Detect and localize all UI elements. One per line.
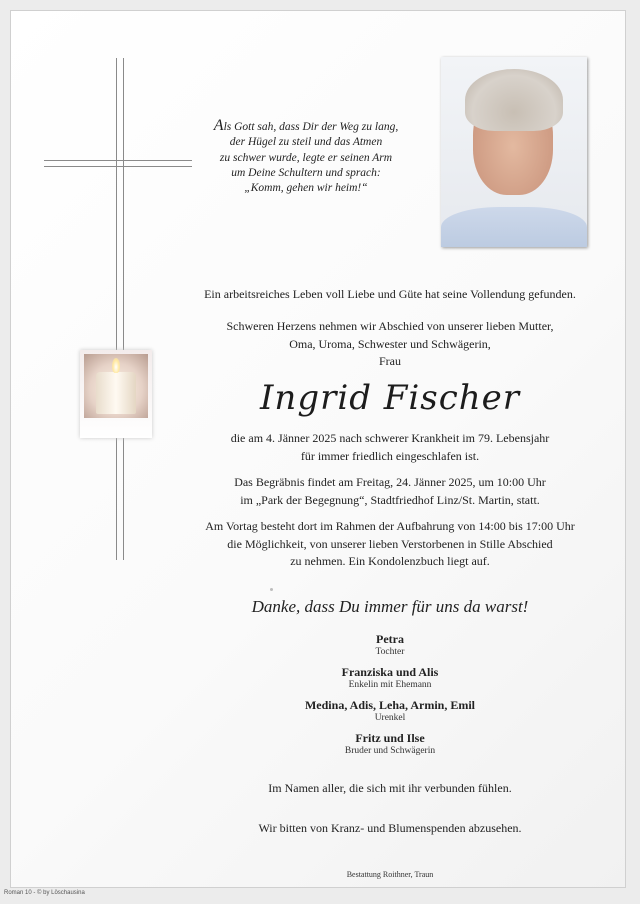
poem-line: „Komm, gehen wir heim!“ bbox=[244, 182, 368, 195]
poem-line: zu schwer wurde, legte er seinen Arm bbox=[219, 151, 393, 164]
poem-line: um Deine Schultern und sprach: bbox=[231, 166, 381, 179]
funeral-line: Das Begräbnis findet am Freitag, 24. Jänner 2025, um 10:00 Uhr bbox=[234, 475, 546, 489]
funeral-line: im „Park der Begegnung“, Stadtfriedhof Linz/St. Martin, statt. bbox=[240, 492, 540, 507]
death-line: die am 4. Jänner 2025 nach schwerer Krankheit im 79. Lebensjahr bbox=[230, 431, 550, 445]
candle-icon bbox=[96, 372, 136, 414]
deceased-name: Ingrid Fischer bbox=[259, 378, 521, 418]
decorative-dot bbox=[270, 588, 273, 591]
death-line: für immer friedlich eingeschlafen ist. bbox=[300, 448, 480, 463]
viewing-line: zu nehmen. Ein Kondolenzbuch liegt auf. bbox=[290, 554, 490, 568]
template-footer-mark: Roman 10 - © by Löschausina bbox=[4, 890, 85, 896]
candle-image bbox=[80, 350, 152, 438]
cross-crossbar bbox=[44, 160, 192, 167]
farewell-text bbox=[150, 318, 630, 371]
family-member-role: Bruder und Schwägerin bbox=[344, 746, 436, 756]
family-member-name: Petra bbox=[376, 632, 404, 646]
family-list bbox=[150, 632, 630, 756]
poem bbox=[192, 118, 420, 196]
farewell-line: Schweren Herzens nehmen wir Abschied von unserer lieben Mutter, bbox=[226, 319, 554, 333]
family-member-name: Franziska und Alis bbox=[341, 665, 439, 679]
intro-text: Ein arbeitsreiches Leben voll Liebe und Güte hat seine Vollendung gefunden. bbox=[204, 287, 576, 301]
family-entry bbox=[150, 698, 630, 723]
portrait-hair bbox=[465, 69, 563, 131]
family-member-name: Medina, Adis, Leha, Armin, Emil bbox=[304, 698, 476, 712]
no-flowers-text: Wir bitten von Kranz- und Blumenspenden abzusehen. bbox=[258, 821, 522, 835]
cross-icon bbox=[116, 58, 124, 560]
family-entry bbox=[150, 731, 630, 756]
family-entry bbox=[150, 632, 630, 657]
poem-line: ls Gott sah, dass Dir der Weg zu lang, bbox=[223, 121, 399, 133]
portrait-photo bbox=[441, 57, 587, 247]
death-notice bbox=[150, 430, 630, 465]
viewing-line: die Möglichkeit, von unserer lieben Verstorbenen in Stille Abschied bbox=[227, 536, 553, 551]
family-entry bbox=[150, 665, 630, 690]
family-member-role: Urenkel bbox=[374, 713, 406, 723]
undertaker-text: Bestattung Roithner, Traun bbox=[346, 870, 434, 879]
poem-initial: A bbox=[213, 117, 224, 134]
viewing-line: Am Vortag besteht dort im Rahmen der Aufbahrung von 14:00 bis 17:00 Uhr bbox=[205, 519, 575, 533]
viewing-notice bbox=[150, 518, 630, 571]
flame-icon bbox=[112, 358, 120, 373]
family-member-role: Tochter bbox=[375, 647, 405, 657]
family-member-role: Enkelin mit Ehemann bbox=[348, 680, 432, 690]
farewell-line: Oma, Uroma, Schwester und Schwägerin, bbox=[289, 336, 491, 351]
portrait-shirt bbox=[441, 207, 587, 247]
family-member-name: Fritz und Ilse bbox=[355, 731, 425, 745]
farewell-line: Frau bbox=[379, 354, 401, 368]
poem-line: der Hügel zu steil und das Atmen bbox=[229, 136, 383, 149]
thanks-line: Danke, dass Du immer für uns da warst! bbox=[251, 597, 529, 616]
closing-text: Im Namen aller, die sich mit ihr verbunden fühlen. bbox=[268, 781, 512, 795]
funeral-notice bbox=[150, 474, 630, 509]
